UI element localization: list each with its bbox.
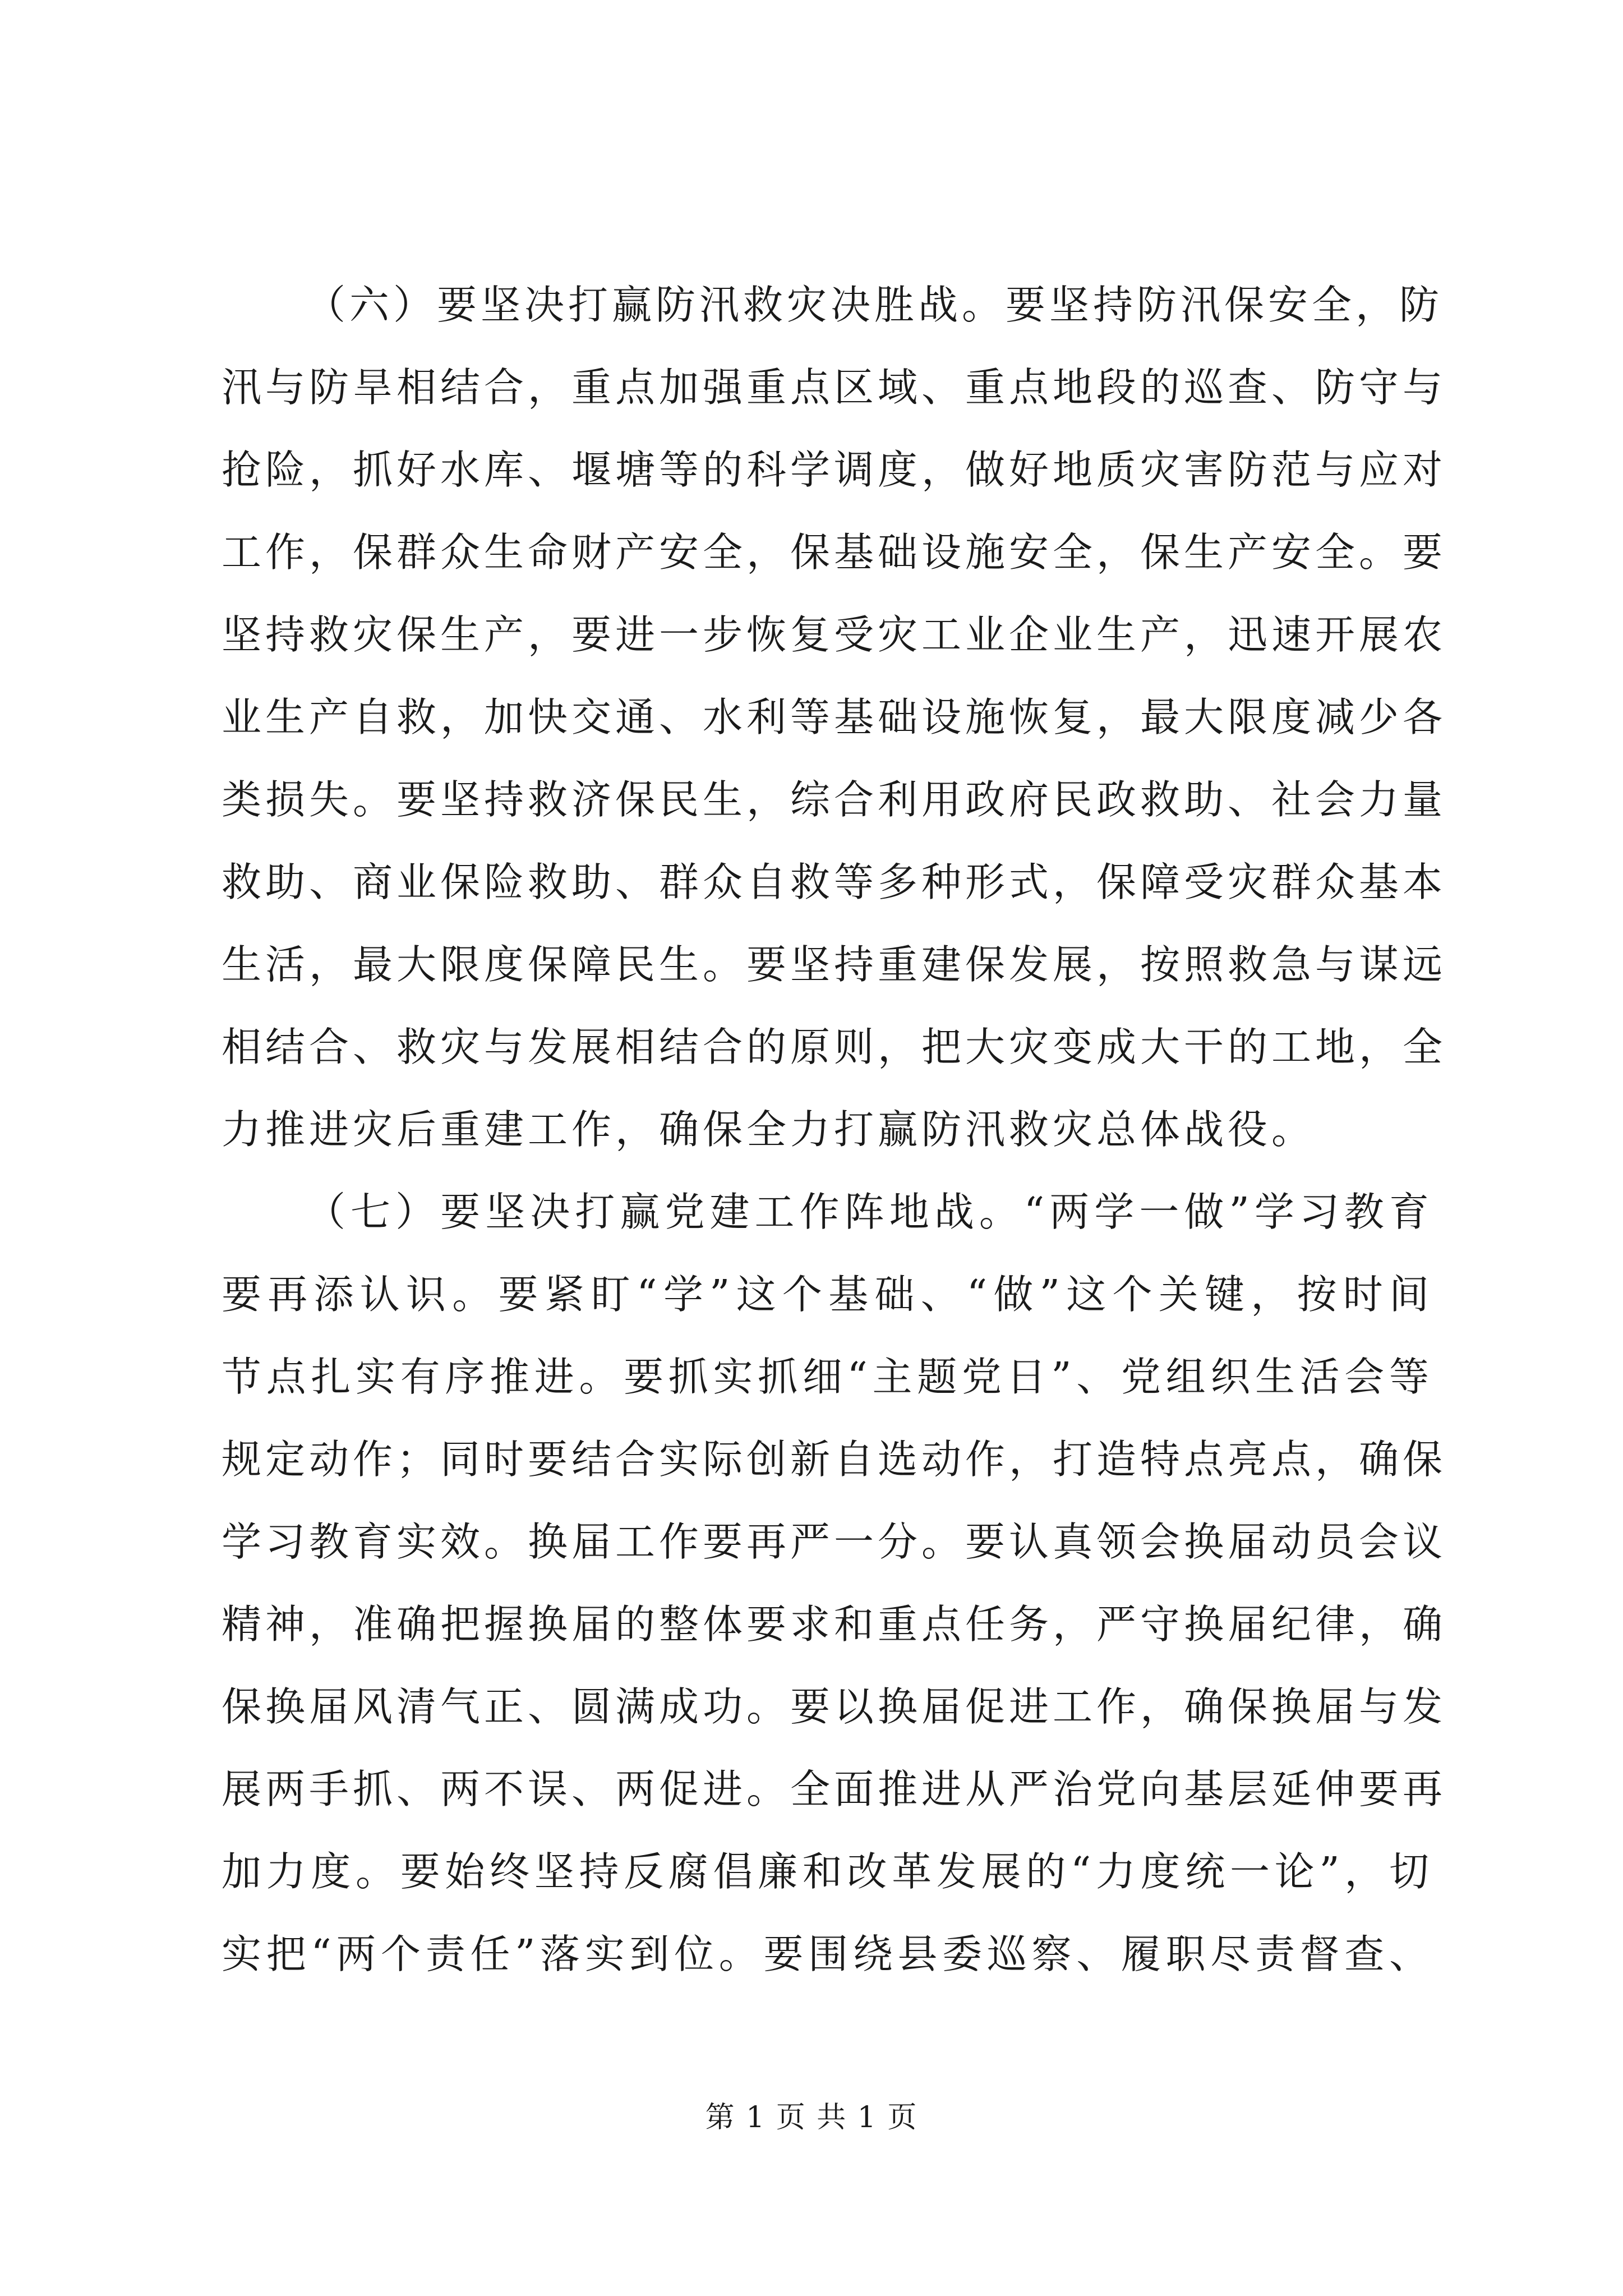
text-line: 汛与防旱相结合，重点加强重点区域、重点地段的巡查、防守与 xyxy=(222,364,1447,411)
text-line: 业生产自救，加快交通、水利等基础设施恢复，最大限度减少各 xyxy=(222,694,1447,740)
text-line: 力推进灾后重建工作，确保全力打赢防汛救灾总体战役。 xyxy=(222,1106,1316,1153)
text-line: 生活，最大限度保障民生。要坚持重建保发展，按照救急与谋远 xyxy=(222,941,1447,988)
text-line: 类损失。要坚持救济保民生，综合利用政府民政救助、社会力量 xyxy=(222,776,1447,823)
text-line: （七）要坚决打赢党建工作阵地战。“两学一做”学习教育 xyxy=(306,1189,1433,1235)
text-line: 相结合、救灾与发展相结合的原则，把大灾变成大干的工地，全 xyxy=(222,1024,1447,1070)
document-body xyxy=(222,264,1447,1995)
text-line: 节点扎实有序推进。要抓实抓细“主题党日”、党组织生活会等 xyxy=(222,1354,1433,1400)
text-line: （六）要坚决打赢防汛救灾决胜战。要坚持防汛保安全，防 xyxy=(306,282,1444,328)
text-line: 坚持救灾保生产，要进一步恢复受灾工业企业生产，迅速开展农 xyxy=(222,611,1447,658)
text-line: 规定动作；同时要结合实际创新自选动作，打造特点亮点，确保 xyxy=(222,1436,1447,1483)
text-line: 救助、商业保险救助、群众自救等多种形式，保障受灾群众基本 xyxy=(222,859,1447,905)
text-line: 精神，准确把握换届的整体要求和重点任务，严守换届纪律，确 xyxy=(222,1601,1447,1648)
text-line: 工作，保群众生命财产安全，保基础设施安全，保生产安全。要 xyxy=(222,529,1447,576)
text-line: 学习教育实效。换届工作要再严一分。要认真领会换届动员会议 xyxy=(222,1519,1447,1565)
text-line: 展两手抓、两不误、两促进。全面推进从严治党向基层延伸要再 xyxy=(222,1766,1447,1812)
text-line: 抢险，抓好水库、堰塘等的科学调度，做好地质灾害防范与应对 xyxy=(222,447,1447,493)
text-line: 保换届风清气正、圆满成功。要以换届促进工作，确保换届与发 xyxy=(222,1683,1447,1730)
page-footer xyxy=(0,2098,1623,2137)
text-line: 加力度。要始终坚持反腐倡廉和改革发展的“力度统一论”，切 xyxy=(222,1848,1433,1895)
text-line: 要再添认识。要紧盯“学”这个基础、“做”这个关键，按时间 xyxy=(222,1271,1433,1318)
page-number-label: 第 1 页 共 1 页 xyxy=(705,2101,918,2134)
text-line: 实把“两个责任”落实到位。要围绕县委巡察、履职尽责督查、 xyxy=(222,1931,1433,1977)
